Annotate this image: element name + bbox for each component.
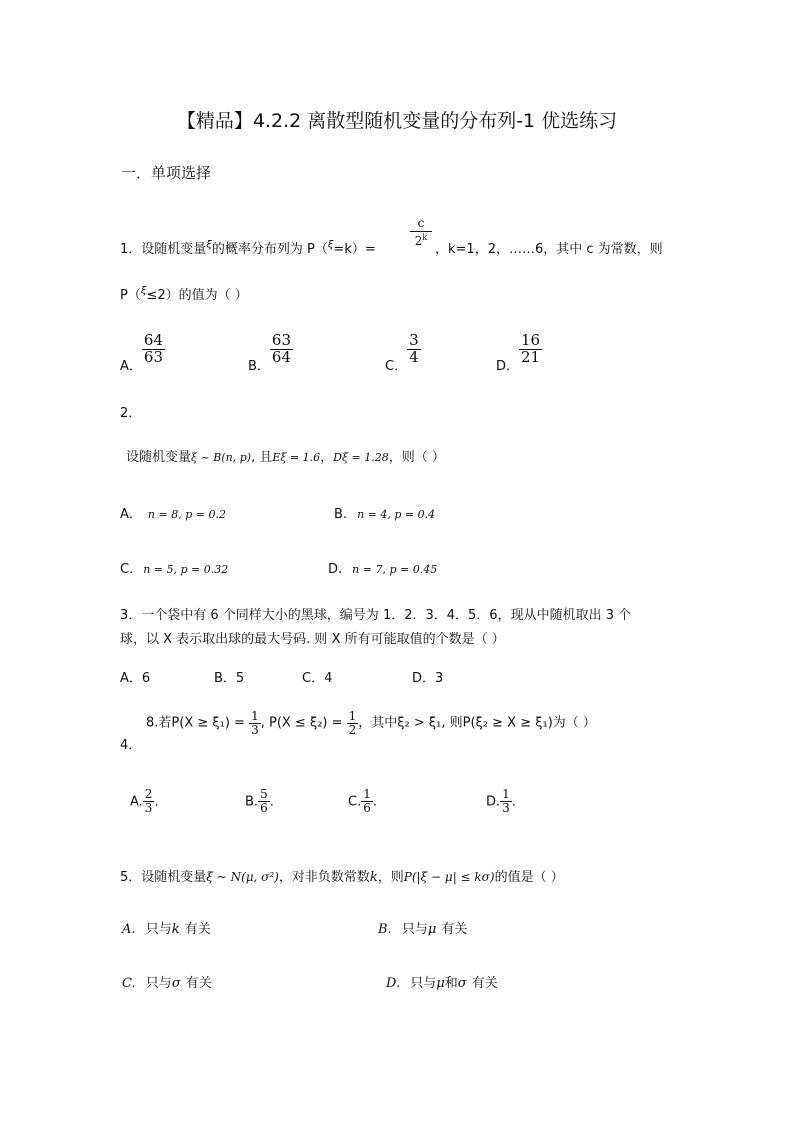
q5-prefix: 5．设随机变量: [120, 870, 207, 885]
option-text-end: 有关: [185, 976, 212, 991]
option-label: B.: [334, 507, 348, 522]
frac-num: 64: [143, 331, 163, 349]
q3-option-b: B．5: [214, 671, 245, 686]
frac-den: 2: [348, 722, 357, 737]
q1-frac-exp: k: [422, 233, 428, 242]
q1-line2: [120, 284, 248, 303]
frac-num: 5: [260, 787, 268, 801]
q3-option-c: C．4: [302, 671, 333, 686]
option-label: D.: [328, 562, 343, 577]
q5-dist: ξ ~ N(μ, σ²): [206, 870, 279, 884]
option-label: B.: [378, 922, 392, 937]
section-heading: 一．单项选择: [121, 164, 212, 182]
q2-number: 2．: [120, 406, 142, 421]
q4-part-b: , P(X ≤ ξ₂) =: [260, 715, 347, 731]
q2-option-c: [120, 558, 228, 577]
q4-option-b: B. $\frac{5}{6}$ .: [245, 787, 274, 815]
frac-den: 64: [271, 347, 292, 366]
q2-stem: [126, 446, 445, 465]
option-symbol: σ: [171, 976, 181, 991]
frac-num: 1: [363, 787, 371, 801]
option-label: C.: [120, 562, 134, 577]
option-symbol-2: σ: [457, 976, 467, 991]
q1-line1: [120, 238, 376, 257]
frac-den: 4: [409, 347, 419, 366]
option-value: n = 7, p = 0.45: [352, 563, 438, 576]
frac-den: 6: [363, 800, 371, 815]
frac-den: 21: [521, 347, 541, 366]
q1-option-a: [120, 333, 165, 374]
q4-part-c: ，其中ξ₂ > ξ₁, 则P(ξ₂ ≥ X ≥ ξ₁)为（ ）: [358, 715, 596, 731]
q2-text-c: ，则（ ）: [388, 450, 445, 465]
option-label: D.: [386, 976, 401, 991]
frac-den: 3: [502, 800, 510, 815]
q2-variance: Dξ = 1.28: [333, 451, 389, 464]
q5-k: k: [369, 870, 378, 885]
q3-line2: 球，以 X 表示取出球的最大号码. 则 X 所有可能取值的个数是（ ）: [120, 632, 505, 647]
option-label: D.: [486, 794, 501, 810]
q1-xi: ξ: [206, 239, 212, 251]
frac-num: 3: [409, 331, 419, 349]
option-label: C.: [348, 794, 362, 810]
q1-suffix: ，k=1，2，……6，其中 c 为常数，则: [435, 242, 663, 257]
q5-option-d: [386, 972, 498, 991]
q4-part-a: 8.若P(X ≥ ξ₁) =: [146, 715, 250, 731]
q5-stem: [120, 866, 564, 885]
q1-option-b: [248, 333, 293, 374]
q1-eq: =k）=: [333, 242, 376, 257]
frac-den: 3: [251, 722, 259, 737]
q1-xi-3: ξ: [140, 285, 147, 297]
q1-xi-2: ξ: [327, 239, 334, 251]
q2-dist: ξ ~ B(n, p): [191, 451, 252, 464]
option-text: 只与: [401, 922, 428, 937]
option-label: D．: [496, 358, 520, 374]
q1-line2-a: P（: [120, 288, 141, 303]
option-text-end: 有关: [471, 976, 498, 991]
q5-then: ，则: [377, 870, 404, 885]
q4-option-d: D. $\frac{1}{3}$ .: [486, 787, 516, 815]
option-text: 只与: [145, 922, 172, 937]
frac-den: 6: [260, 800, 268, 815]
option-symbol: μ: [436, 976, 445, 991]
q5-option-a: [122, 918, 211, 937]
option-label: C．: [385, 358, 408, 374]
frac-num: 1: [251, 709, 259, 723]
q1-frac-num: c: [410, 216, 432, 232]
option-symbol: k: [171, 922, 180, 937]
q5-mid: ，对非负数常数: [278, 870, 370, 885]
frac-num: 16: [521, 331, 541, 349]
option-text-end: 有关: [184, 922, 211, 937]
q5-option-c: [122, 972, 212, 991]
q5-prob: P(|ξ − μ| ≤ kσ): [403, 870, 495, 884]
q1-option-c: [385, 333, 421, 374]
option-text: 只与: [410, 976, 437, 991]
option-label: C.: [122, 976, 136, 991]
q2-option-b: [334, 503, 435, 522]
option-value: n = 4, p = 0.4: [357, 508, 436, 521]
q3-option-d: D．3: [412, 671, 444, 686]
page-title: 【精品】4.2.2 离散型随机变量的分布列-1 优选练习: [176, 110, 618, 132]
option-label: A.: [130, 794, 143, 810]
q4-stem: [146, 710, 596, 736]
q1-option-d: [496, 333, 542, 374]
q3-line1: 3．一个袋中有 6 个同样大小的黑球，编号为 1．2．3．4．5．6，现从中随机取出 3 个: [120, 608, 632, 623]
q2-option-d: [328, 558, 437, 577]
frac-num: 1: [502, 787, 510, 801]
q2-comma: ，: [320, 450, 334, 465]
option-label: A.: [122, 922, 136, 937]
q1-frac: [410, 216, 432, 248]
q2-option-a: [120, 503, 226, 522]
frac-num: 2: [144, 787, 153, 801]
option-symbol: μ: [427, 922, 437, 937]
q3-option-a: A．6: [120, 671, 151, 686]
frac-den: 63: [143, 347, 163, 366]
q4-option-c: C. $\frac{1}{6}$ .: [348, 787, 377, 815]
option-value: n = 8, p = 0.2: [147, 508, 226, 521]
q1-line2-b: ≤2）的值为（ ）: [146, 288, 248, 303]
q1-mid: 的概率分布列为 P（: [211, 242, 328, 257]
q4-number: 4．: [120, 738, 142, 753]
q5-suffix: 的值是（ ）: [494, 870, 564, 885]
option-value: n = 5, p = 0.32: [143, 563, 229, 576]
q2-text-b: , 且: [251, 450, 273, 465]
q5-option-b: [378, 918, 467, 937]
option-text-mid: 和: [444, 976, 458, 991]
q4-option-a: A. $\frac{2}{3}$ .: [130, 787, 159, 815]
option-label: A．: [120, 358, 142, 374]
q2-text-a: 设随机变量: [126, 450, 192, 465]
q1-prefix: 1．设随机变量: [120, 242, 207, 257]
q1-frac-den: 2: [414, 234, 423, 248]
option-text: 只与: [145, 976, 172, 991]
option-text-end: 有关: [441, 922, 468, 937]
option-label: A．: [120, 507, 142, 522]
frac-den: 3: [144, 800, 153, 815]
frac-num: 63: [271, 331, 292, 349]
q2-expectation: Eξ = 1.6: [272, 451, 321, 464]
option-label: B.: [245, 794, 259, 810]
frac-num: 1: [348, 709, 357, 723]
option-label: B．: [248, 358, 270, 374]
